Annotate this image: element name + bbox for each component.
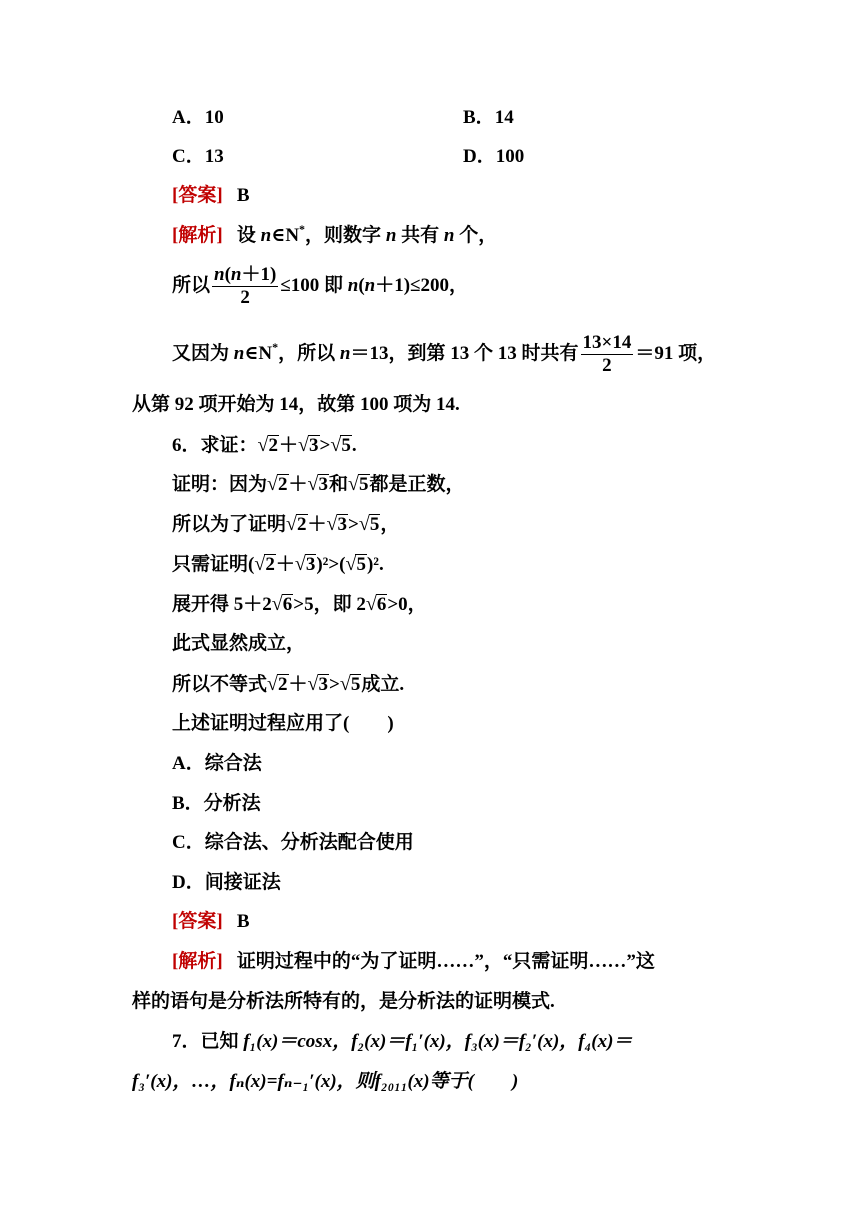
sqrt-3: √ 3 — [326, 513, 347, 535]
sqrt-5: √ 5 — [330, 434, 351, 456]
sqrt-3: √ 3 — [307, 473, 328, 495]
sqrt-3: √ 3 — [294, 553, 316, 575]
proof-line-6: 所以不等式 √ 2 ＋ √ 3 > √ 5 成立. — [172, 673, 405, 695]
fraction-13x14-over-2: $\frac{13\times 14}{2}$ — [582, 332, 632, 377]
analysis-tag: [解析] — [172, 225, 223, 246]
sqrt-6: √ 6 — [271, 593, 293, 615]
q6-statement: 6．求证： √ 2 ＋ √ 3 > √ 5 . — [172, 434, 357, 456]
answer-tag: [答案] — [172, 185, 223, 206]
analysis-tag: [解析] — [172, 951, 223, 972]
answer-value: B — [236, 185, 250, 206]
proof-line-2: 所以为了证明 √ 2 ＋ √ 3 > √ 5 ， — [172, 513, 400, 535]
sqrt-5: √ 5 — [348, 473, 369, 495]
q6-option-a: A．综合法 — [172, 753, 262, 774]
option-c: C．13 — [172, 146, 224, 167]
q6-answer — [172, 910, 250, 934]
q6-analysis-line2: 样的语句是分析法所特有的，是分析法的证明模式. — [132, 991, 555, 1012]
sqrt-6: √ 6 — [365, 593, 387, 615]
q7-line1: 7．已知 f₁(x)＝cosx，f₂(x)＝f₁′(x)，f₃(x)＝f₂′(x)，f₄(x)＝ — [172, 1031, 633, 1052]
proof-line-3: 只需证明( √ 2 ＋ √ 3 )²>( √ 5 )². — [172, 553, 384, 575]
answer-value: B — [236, 911, 250, 932]
option-b: B．14 — [463, 107, 514, 128]
sqrt-2: √ 2 — [286, 513, 307, 535]
q7-line2: f₃′(x)，…，fₙ(x)=fₙ₋₁′(x)，则f₂₀₁₁(x)等于( ) — [132, 1071, 519, 1092]
sqrt-3: √ 3 — [307, 673, 328, 695]
q6-option-d: D．间接证法 — [172, 872, 281, 893]
sqrt-2: √ 2 — [267, 473, 288, 495]
q5-analysis-line1: [解析] 设 n∈N*，则数字 n 共有 n 个， — [172, 222, 498, 246]
sqrt-2: √ 2 — [267, 673, 288, 695]
option-a: A．10 — [172, 107, 224, 128]
q5-analysis-line2: 所以 $\frac{n(n+1)}{2}$ ≤100 即 n(n＋1)≤200， — [172, 264, 469, 309]
q5-analysis-line4: 从第 92 项开始为 14，故第 100 项为 14. — [132, 394, 460, 415]
q6-analysis-line1: [解析] 证明过程中的“为了证明……”，“只需证明……”这 — [172, 951, 655, 972]
fraction-n-n-plus-1-over-2: $\frac{n(n+1)}{2}$ — [214, 264, 277, 309]
option-d: D．100 — [463, 146, 525, 167]
q6-question: 上述证明过程应用了( ) — [172, 713, 394, 734]
proof-line-1: 证明：因为 √ 2 ＋ √ 3 和 √ 5 都是正数， — [172, 473, 465, 495]
answer-tag: [答案] — [172, 911, 223, 932]
sqrt-5: √ 5 — [345, 553, 366, 575]
sqrt-2: √ 2 — [257, 434, 278, 456]
q5-answer — [172, 184, 250, 208]
sqrt-3: √ 3 — [298, 434, 319, 456]
q6-option-c: C．综合法、分析法配合使用 — [172, 832, 414, 853]
q5-analysis-line3: 又因为 n∈N*，所以 n＝13，到第 13 个 13 时共有 $\frac{13\times 14}{2}$ ＝91 项， — [172, 332, 717, 377]
sqrt-2: √ 2 — [254, 553, 275, 575]
sqrt-5: √ 5 — [358, 513, 380, 535]
proof-line-5: 此式显然成立， — [172, 633, 306, 654]
q6-option-b: B．分析法 — [172, 793, 261, 814]
proof-line-4: 展开得 5＋2 √ 6 >5，即 2 √ 6 >0， — [172, 593, 427, 615]
sqrt-5: √ 5 — [339, 673, 361, 695]
